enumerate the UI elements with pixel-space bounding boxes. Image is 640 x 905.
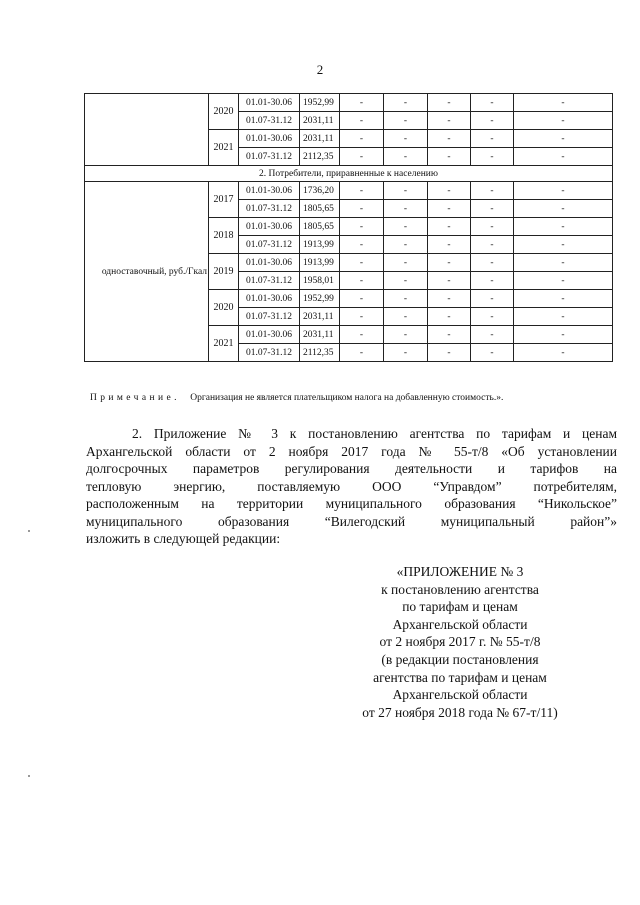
- appendix-line: Архангельской области: [392, 687, 528, 703]
- year-cell: 2017: [209, 182, 239, 218]
- appendix-line: к постановлению агентства: [381, 581, 539, 597]
- empty-value-cell: -: [514, 182, 613, 200]
- empty-value-cell: -: [471, 272, 514, 290]
- empty-value-cell: -: [514, 112, 613, 130]
- year-cell: 2021: [209, 326, 239, 362]
- empty-value-cell: -: [428, 254, 471, 272]
- paragraph-line: долгосрочных параметров регулирования деятельности и тарифов на: [86, 461, 617, 476]
- period-cell: 01.07-31.12: [239, 272, 300, 290]
- appendix-line: Архангельской области: [392, 616, 528, 632]
- tariff-value-cell: 1952,99: [300, 94, 340, 112]
- year-cell: 2018: [209, 218, 239, 254]
- empty-value-cell: -: [384, 254, 428, 272]
- tariff-value-cell: 2031,11: [300, 308, 340, 326]
- period-cell: 01.07-31.12: [239, 200, 300, 218]
- empty-value-cell: -: [340, 308, 384, 326]
- period-cell: 01.07-31.12: [239, 112, 300, 130]
- note-text: Организация не является плательщиком налога на добавленную стоимость.».: [190, 393, 504, 403]
- empty-value-cell: -: [428, 236, 471, 254]
- empty-value-cell: -: [428, 308, 471, 326]
- empty-value-cell: -: [514, 130, 613, 148]
- empty-value-cell: -: [340, 272, 384, 290]
- note-label: Примечание.: [90, 393, 180, 403]
- tariff-type-cell: одноставочный, руб./Гкал: [85, 182, 209, 362]
- tariff-value-cell: 1805,65: [300, 200, 340, 218]
- table-row: [85, 94, 613, 112]
- paragraph-line: 2. Приложение № 3 к постановлению агентства по тарифам и ценам: [132, 426, 617, 441]
- empty-value-cell: -: [340, 182, 384, 200]
- amendment-paragraph: [86, 425, 617, 548]
- page-number: 2: [316, 62, 324, 77]
- year-cell: 2021: [209, 130, 239, 166]
- empty-value-cell: -: [384, 308, 428, 326]
- period-cell: 01.01-30.06: [239, 94, 300, 112]
- empty-value-cell: -: [428, 148, 471, 166]
- empty-value-cell: -: [428, 326, 471, 344]
- paragraph-line: тепловую энергию, поставляемую ООО “Управдом” потребителям,: [86, 478, 617, 494]
- appendix-line: агентства по тарифам и ценам: [373, 669, 547, 685]
- empty-value-cell: -: [514, 344, 613, 362]
- empty-value-cell: -: [384, 218, 428, 236]
- appendix-header: [330, 563, 590, 721]
- tariff-value-cell: 2031,11: [300, 112, 340, 130]
- empty-value-cell: -: [514, 148, 613, 166]
- empty-value-cell: -: [471, 182, 514, 200]
- empty-value-cell: -: [384, 148, 428, 166]
- empty-value-cell: -: [340, 290, 384, 308]
- appendix-line: по тарифам и ценам: [402, 599, 518, 615]
- empty-value-cell: -: [514, 218, 613, 236]
- note: [90, 393, 620, 403]
- empty-value-cell: -: [384, 200, 428, 218]
- empty-value-cell: -: [471, 326, 514, 344]
- period-cell: 01.01-30.06: [239, 218, 300, 236]
- empty-value-cell: -: [340, 344, 384, 362]
- tariff-value-cell: 1958,01: [300, 272, 340, 290]
- period-cell: 01.01-30.06: [239, 182, 300, 200]
- empty-value-cell: -: [340, 94, 384, 112]
- empty-value-cell: -: [384, 182, 428, 200]
- paragraph-line: расположенным на территории муниципального образования “Никольское”: [86, 496, 617, 511]
- table-row: [85, 182, 613, 200]
- empty-value-cell: -: [340, 254, 384, 272]
- empty-value-cell: -: [384, 130, 428, 148]
- empty-value-cell: -: [471, 200, 514, 218]
- empty-value-cell: -: [384, 94, 428, 112]
- empty-value-cell: -: [471, 94, 514, 112]
- section-title: 2. Потребители, приравненные к населению: [85, 166, 613, 182]
- empty-value-cell: -: [471, 218, 514, 236]
- section-row: [85, 166, 613, 182]
- year-cell: 2019: [209, 254, 239, 290]
- period-cell: 01.01-30.06: [239, 290, 300, 308]
- tariff-table: [84, 93, 613, 362]
- empty-value-cell: -: [428, 94, 471, 112]
- paragraph-line: муниципального образования “Вилегодский муниципальный район”»: [86, 513, 617, 529]
- margin-mark: [28, 775, 30, 777]
- period-cell: 01.07-31.12: [239, 236, 300, 254]
- period-cell: 01.01-30.06: [239, 254, 300, 272]
- empty-value-cell: -: [384, 326, 428, 344]
- tariff-value-cell: 2112,35: [300, 344, 340, 362]
- tariff-value-cell: 2031,11: [300, 326, 340, 344]
- period-cell: 01.01-30.06: [239, 326, 300, 344]
- empty-value-cell: -: [384, 236, 428, 254]
- empty-value-cell: -: [340, 130, 384, 148]
- empty-value-cell: -: [428, 200, 471, 218]
- empty-value-cell: -: [340, 326, 384, 344]
- empty-value-cell: -: [428, 290, 471, 308]
- empty-value-cell: -: [471, 344, 514, 362]
- empty-value-cell: -: [514, 254, 613, 272]
- empty-value-cell: -: [384, 272, 428, 290]
- empty-value-cell: -: [471, 308, 514, 326]
- tariff-value-cell: 2031,11: [300, 130, 340, 148]
- empty-value-cell: -: [471, 290, 514, 308]
- empty-value-cell: -: [428, 112, 471, 130]
- empty-value-cell: -: [514, 308, 613, 326]
- empty-value-cell: -: [384, 290, 428, 308]
- tariff-value-cell: 1913,99: [300, 254, 340, 272]
- paragraph-line: Архангельской области от 2 ноября 2017 года № 55-т/8 «Об установлении: [86, 443, 617, 459]
- year-cell: 2020: [209, 290, 239, 326]
- empty-value-cell: -: [428, 344, 471, 362]
- empty-value-cell: -: [340, 148, 384, 166]
- tariff-value-cell: 1952,99: [300, 290, 340, 308]
- period-cell: 01.07-31.12: [239, 148, 300, 166]
- appendix-line: (в редакции постановления: [381, 651, 539, 667]
- period-cell: 01.01-30.06: [239, 130, 300, 148]
- empty-value-cell: -: [514, 200, 613, 218]
- empty-value-cell: -: [514, 272, 613, 290]
- empty-value-cell: -: [471, 148, 514, 166]
- margin-mark: [28, 530, 30, 532]
- empty-value-cell: -: [340, 218, 384, 236]
- empty-value-cell: -: [471, 254, 514, 272]
- empty-value-cell: -: [514, 236, 613, 254]
- tariff-value-cell: 1736,20: [300, 182, 340, 200]
- tariff-value-cell: 2112,35: [300, 148, 340, 166]
- period-cell: 01.07-31.12: [239, 308, 300, 326]
- tariff-type-cell: [85, 94, 209, 166]
- empty-value-cell: -: [384, 112, 428, 130]
- appendix-line: «ПРИЛОЖЕНИЕ № 3: [396, 564, 524, 579]
- appendix-line: от 27 ноября 2018 года № 67-т/11): [362, 704, 558, 720]
- period-cell: 01.07-31.12: [239, 344, 300, 362]
- empty-value-cell: -: [471, 130, 514, 148]
- empty-value-cell: -: [428, 130, 471, 148]
- empty-value-cell: -: [340, 200, 384, 218]
- year-cell: 2020: [209, 94, 239, 130]
- empty-value-cell: -: [384, 344, 428, 362]
- empty-value-cell: -: [471, 236, 514, 254]
- empty-value-cell: -: [514, 290, 613, 308]
- appendix-line: от 2 ноября 2017 г. № 55-т/8: [379, 634, 541, 650]
- empty-value-cell: -: [340, 236, 384, 254]
- empty-value-cell: -: [428, 272, 471, 290]
- empty-value-cell: -: [428, 182, 471, 200]
- tariff-value-cell: 1805,65: [300, 218, 340, 236]
- empty-value-cell: -: [428, 218, 471, 236]
- paragraph-line: изложить в следующей редакции:: [86, 531, 281, 546]
- empty-value-cell: -: [514, 94, 613, 112]
- empty-value-cell: -: [514, 326, 613, 344]
- empty-value-cell: -: [340, 112, 384, 130]
- empty-value-cell: -: [471, 112, 514, 130]
- tariff-value-cell: 1913,99: [300, 236, 340, 254]
